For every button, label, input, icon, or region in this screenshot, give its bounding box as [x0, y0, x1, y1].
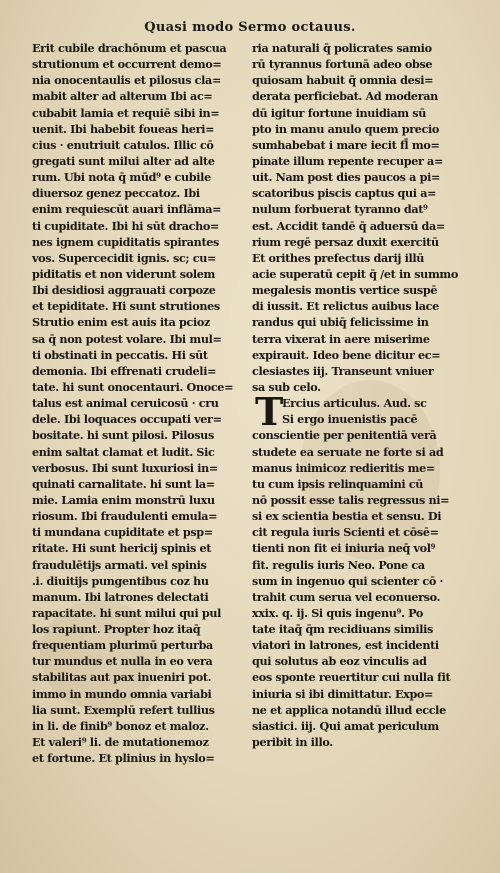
text-line: sa sub celo. — [252, 379, 321, 394]
text-line: immo in mundo omnia variabi — [32, 686, 212, 701]
text-line: studete ea seruate ne forte si ad — [252, 444, 444, 459]
text-line: megalesis montis vertice suspē — [252, 283, 438, 298]
text-line: rium regē persaz duxit exercitū — [252, 234, 439, 249]
text-line: mie. Lamia enim monstrū luxu — [32, 492, 215, 507]
text-line: Et orithes prefectus darij illū — [252, 250, 425, 265]
text-line: est. Accidit tandē q̄ aduersū da= — [252, 218, 445, 233]
left-text-column — [32, 40, 245, 766]
text-line: qui solutus ab eoz vinculis ad — [252, 654, 427, 669]
text-line: bositate. hi sunt pilosi. Pilosus — [32, 428, 214, 443]
text-line: .i. diuitijs pungentibus coz hu — [32, 573, 209, 588]
text-line: rū tyrannus fortunā adeo obse — [252, 57, 433, 72]
text-line: manum. Ibi latrones delectati — [32, 589, 209, 604]
text-line: cit regula iuris Scienti et cōsē= — [252, 525, 439, 540]
text-line: siastici. iij. Qui amat periculum — [252, 718, 439, 733]
text-line: vos. Supercecidit ignis. sc; cu= — [32, 250, 217, 265]
text-line: Si ergo inuenistis pacē — [282, 412, 418, 427]
text-line: viatori in latrones‚ est incidenti — [252, 638, 439, 653]
text-line: uit. Nam post dies paucos a pi= — [252, 170, 440, 185]
text-line: si ex scientia bestia et sensu. Di — [252, 509, 442, 524]
text-line: sa q̄ non potest volare. Ibi mul= — [32, 331, 222, 346]
text-line: trahit cum serua vel econuerso. — [252, 589, 441, 604]
text-line: tu cum ipsis relinquamini cū — [252, 476, 424, 491]
text-line: cubabit lamia et requiē sibi in= — [32, 105, 220, 120]
text-line: nulum forbuerat tyranno dat⁹ — [252, 202, 428, 217]
text-line: quiosam habuit q̄ omnia desi= — [252, 73, 434, 88]
text-line: piditatis et non viderunt solem — [32, 266, 216, 281]
text-line: ti cupiditate. Ibi hi sūt dracho= — [32, 218, 220, 233]
text-line: mabit alter ad alterum Ibi ac= — [32, 89, 213, 104]
text-line: quinati carnalitate. hi sunt la= — [32, 476, 215, 491]
text-line: peribit in illo. — [252, 735, 333, 750]
text-line: lia sunt. Exemplū refert tullius — [32, 702, 215, 717]
text-line: verbosus. Ibi sunt luxuriosi in= — [32, 460, 218, 475]
text-line: ria naturali q̄ policrates samio — [252, 41, 432, 55]
text-line: diuersoz genez peccatoz. Ibi — [32, 186, 200, 201]
text-line: dū igitur fortune inuidiam sū — [252, 105, 426, 120]
text-line: di iussit. Et relictus auibus lace — [252, 299, 439, 314]
text-line: ti obstinati in peccatis. Hi sūt — [32, 347, 208, 362]
text-line: expirauit. Ideo bene dicitur ec= — [252, 347, 441, 362]
text-line: scatoribus piscis captus qui a= — [252, 186, 437, 201]
text-line: pinate illum repente recuper a= — [252, 153, 443, 168]
text-line: rapacitate. hi sunt milui qui pul — [32, 605, 222, 620]
text-line: talus est animal ceruicosū · cru — [32, 396, 219, 411]
text-line: fit. regulis iuris Neo. Pone ca — [252, 557, 425, 572]
text-line: fraudulētijs armati. vel spinis — [32, 557, 207, 572]
text-line: Et valeri⁹ li. de mutationemoz — [32, 735, 209, 750]
text-line: clesiastes iij. Transeunt vniuer — [252, 363, 434, 378]
text-line: tienti non fit ei iniuria neq̄ vol⁹ — [252, 541, 436, 556]
text-line: Strutio enim est auis ita pcioz — [32, 315, 210, 330]
decorated-initial-letter: T — [255, 389, 284, 434]
text-line: et fortune. Et plinius in hyslo= — [32, 751, 215, 766]
text-line: Ibi desidiosi aggrauati corpoze — [32, 283, 216, 298]
text-line: pto in manu anulo quem precio — [252, 121, 440, 136]
text-line: gregati sunt milui alter ad alte — [32, 153, 215, 168]
text-line: sumhabebat i mare iecit fl̄ mo= — [252, 137, 440, 152]
text-line: conscientie per penitentiā verā — [252, 428, 437, 443]
text-line: ti mundana cupiditate et psp= — [32, 525, 213, 540]
text-line: los rapiunt. Propter hoz itaq̄ — [32, 622, 201, 637]
text-line: randus qui ubiq̄ felicissime in — [252, 315, 429, 330]
text-line: eos sponte reuertitur cui nulla fit — [252, 670, 451, 685]
text-line: uenit. Ibi habebit foueas heri= — [32, 121, 215, 136]
text-line: tur mundus et nulla in eo vera — [32, 654, 213, 669]
text-line: xxix. q. ij. Si quis ingenu⁹. Po — [252, 605, 424, 620]
text-line: iniuria si ibi dimittatur. Expo= — [252, 686, 434, 701]
text-line: manus inimicoz redieritis me= — [252, 460, 435, 475]
text-line: ritate. Hi sunt hericij spinis et — [32, 541, 212, 556]
text-line: in li. de finib⁹ bonoz et maloz. — [32, 718, 209, 733]
text-line: cius · enutriuit catulos. Illic cō — [32, 137, 214, 152]
text-line: nes ignem cupiditatis spirantes — [32, 234, 220, 249]
text-line: enim requiescūt auari inflāma= — [32, 202, 222, 217]
text-line: nia onocentaulis et pilosus cla= — [32, 73, 221, 88]
text-line: tate itaq̄ q̄m recidiuans similis — [252, 622, 433, 637]
text-line: tate. hi sunt onocentauri. Onoce= — [32, 379, 234, 394]
text-line: derata perficiebat. Ad moderan — [252, 89, 438, 104]
text-line: strutionum et occurrent demo= — [32, 57, 222, 72]
running-header: Quasi modo Sermo octauus. — [144, 20, 356, 35]
text-line: terra vixerat in aere miserime — [252, 331, 430, 346]
text-line: acie superatū cepit q̄ /et in summo — [252, 266, 459, 281]
text-line: dele. Ibi loquaces occupati ver= — [32, 412, 222, 427]
text-line: Ercius articulus. Aud. sc — [282, 396, 427, 411]
text-line: frequentiam plurimū perturba — [32, 638, 213, 653]
text-line: et tepiditate. Hi sunt strutiones — [32, 299, 220, 314]
text-line: demonia. Ibi effrenati crudeli= — [32, 363, 217, 378]
text-line: nō possit esse talis regressus ni= — [252, 492, 450, 507]
text-line: stabilitas aut pax inueniri pot. — [32, 670, 212, 685]
text-line: rum. Ubi nota q̄ mūd⁹ e cubile — [32, 170, 211, 185]
text-line: ne et applica notandū illud eccle — [252, 702, 446, 717]
text-line: sum in ingenuo qui scienter cō · — [252, 573, 444, 588]
text-line: riosum. Ibi fraudulenti emula= — [32, 509, 218, 524]
text-line: enim saltat clamat et ludit. Sic — [32, 444, 215, 459]
text-line: Erit cubile drachōnum et pascua — [32, 41, 227, 55]
